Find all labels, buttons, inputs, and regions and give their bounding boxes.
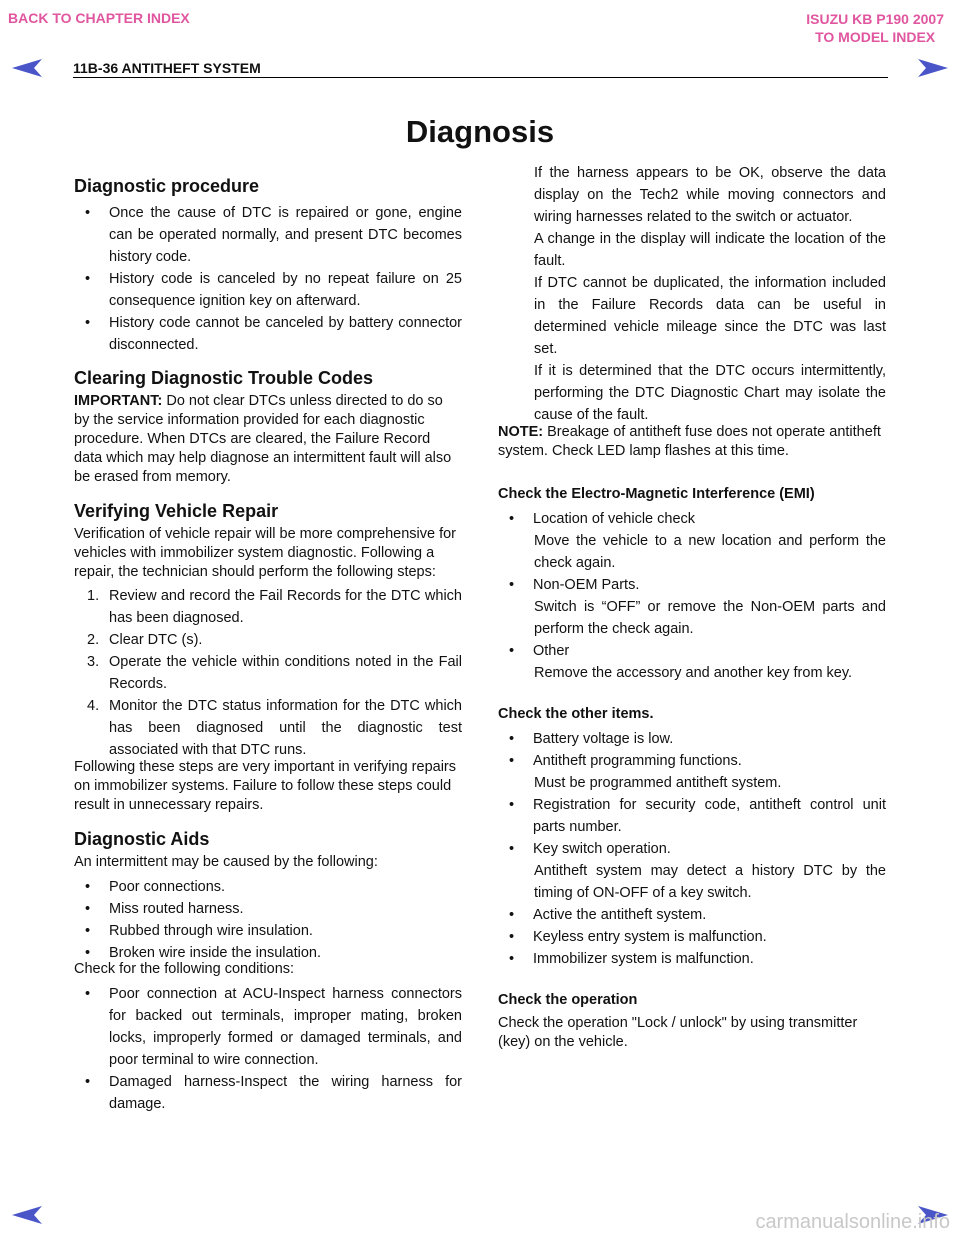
paragraph: If DTC cannot be duplicated, the information included in the Failure Records data can be useful in determined vehicle mileage since the DTC was last set. <box>534 275 886 357</box>
procedure-list <box>74 202 462 356</box>
list-item: • Immobilizer system is malfunction. <box>509 951 754 967</box>
emi-list <box>498 508 886 684</box>
clearing-dtc-heading: Clearing Diagnostic Trouble Codes <box>74 368 374 388</box>
list-item: • Broken wire inside the insulation. <box>85 945 321 961</box>
paragraph: If it is determined that the DTC occurs intermittently, performing the DTC Diagnostic Chart may isolate the cause of the fault. <box>534 363 886 423</box>
right-column <box>498 162 886 1052</box>
list-item-detail: Remove the accessory and another key from key. <box>534 665 853 681</box>
list-item: • Poor connection at ACU-Inspect harness connectors for backed out terminals, improper mating, broken locks, improperly formed or damaged terminals, and poor terminal to wire connection. <box>85 986 462 1068</box>
list-item: • Registration for security code, antitheft control unit parts number. <box>509 797 886 835</box>
list-item: • Battery voltage is low. <box>509 731 674 747</box>
list-item: • Once the cause of DTC is repaired or gone, engine can be operated normally, and present DTC becomes history code. <box>85 205 462 265</box>
conditions-list <box>74 983 462 1115</box>
verify-outro: Following these steps are very important in verifying repairs on immobilizer systems. Failure to follow these steps could result in unnecessary repairs. <box>74 759 456 813</box>
list-item: 2. Clear DTC (s). <box>87 632 203 648</box>
section-header: 11B-36 ANTITHEFT SYSTEM <box>73 60 261 76</box>
list-item: • History code is canceled by no repeat failure on 25 consequence ignition key on afterward. <box>85 271 462 309</box>
header-divider <box>73 77 888 78</box>
previous-page-arrow-icon[interactable] <box>12 58 46 78</box>
previous-page-arrow-bottom-icon[interactable] <box>12 1205 46 1225</box>
to-model-index-link[interactable] <box>806 10 944 46</box>
other-items-list <box>498 728 886 970</box>
list-item: • Damaged harness-Inspect the wiring harness for damage. <box>85 1074 462 1112</box>
list-item: 4. Monitor the DTC status information for the DTC which has been diagnosed until the diagnostic test associated with that DTC runs. <box>87 698 462 758</box>
aids-intro: An intermittent may be caused by the following: <box>74 854 378 870</box>
aids-list <box>74 876 462 964</box>
emi-heading: Check the Electro-Magnetic Interference (EMI) <box>498 486 815 502</box>
diagnostic-procedure-heading: Diagnostic procedure <box>74 176 260 196</box>
list-item: • Key switch operation. <box>509 841 671 857</box>
list-item-detail: Move the vehicle to a new location and perform the check again. <box>534 533 886 571</box>
list-item-detail: Must be programmed antitheft system. <box>534 775 782 791</box>
model-name: ISUZU KB P190 2007 <box>806 11 944 27</box>
list-item: • History code cannot be canceled by battery connector disconnected. <box>85 315 462 353</box>
list-item: • Active the antitheft system. <box>509 907 707 923</box>
left-column <box>74 172 462 1115</box>
diagnostic-aids-heading: Diagnostic Aids <box>74 829 210 849</box>
check-conditions-intro: Check for the following conditions: <box>74 961 295 977</box>
next-page-arrow-icon[interactable] <box>914 58 948 78</box>
list-item-detail: Switch is “OFF” or remove the Non-OEM parts and perform the check again. <box>534 599 886 637</box>
watermark: carmanualsonline.info <box>755 1211 950 1233</box>
list-item: • Antitheft programming functions. <box>509 753 742 769</box>
note-label: NOTE: <box>498 424 544 440</box>
list-item-detail: Antitheft system may detect a history DTC by the timing of ON-OFF of a key switch. <box>534 863 886 901</box>
note: NOTE: Breakage of antitheft fuse does not operate antitheft system. Check LED lamp flashes at this time. <box>498 424 881 459</box>
list-item: 1. Review and record the Fail Records for the DTC which has been diagnosed. <box>87 588 462 626</box>
operation-heading: Check the operation <box>498 992 638 1008</box>
list-item: • Non-OEM Parts. <box>509 577 640 593</box>
verifying-repair-heading: Verifying Vehicle Repair <box>74 501 279 521</box>
list-item: • Other <box>509 643 570 659</box>
list-item: • Rubbed through wire insulation. <box>85 923 313 939</box>
back-to-chapter-index-link[interactable]: BACK TO CHAPTER INDEX <box>8 10 190 26</box>
important-note: IMPORTANT: Do not clear DTCs unless directed to do so by the service information provided for each diagnostic procedure. When DTCs are cleared, the Failure Record data which may help diagnose an intermittent fault will also be erased from memory. <box>74 393 452 485</box>
list-item: 3. Operate the vehicle within conditions noted in the Fail Records. <box>87 654 462 692</box>
page-title: Diagnosis <box>405 114 555 149</box>
important-label: IMPORTANT: <box>74 393 163 409</box>
verify-steps <box>74 585 462 761</box>
list-item: • Poor connections. <box>85 879 226 895</box>
list-item: • Keyless entry system is malfunction. <box>509 929 767 945</box>
operation-text: Check the operation "Lock / unlock" by using transmitter (key) on the vehicle. <box>498 1015 858 1050</box>
verify-intro: Verification of vehicle repair will be more comprehensive for vehicles with immobilizer system diagnostic. Following a repair, the technician should perform the following steps: <box>74 526 457 580</box>
list-item: • Miss routed harness. <box>85 901 244 917</box>
paragraph: A change in the display will indicate the location of the fault. <box>534 231 886 269</box>
other-items-heading: Check the other items. <box>498 706 654 722</box>
model-index-label: TO MODEL INDEX <box>815 29 936 45</box>
list-item: • Location of vehicle check <box>509 511 696 527</box>
paragraph: If the harness appears to be OK, observe the data display on the Tech2 while moving connectors and wiring harnesses related to the switch or actuator. <box>534 165 886 225</box>
